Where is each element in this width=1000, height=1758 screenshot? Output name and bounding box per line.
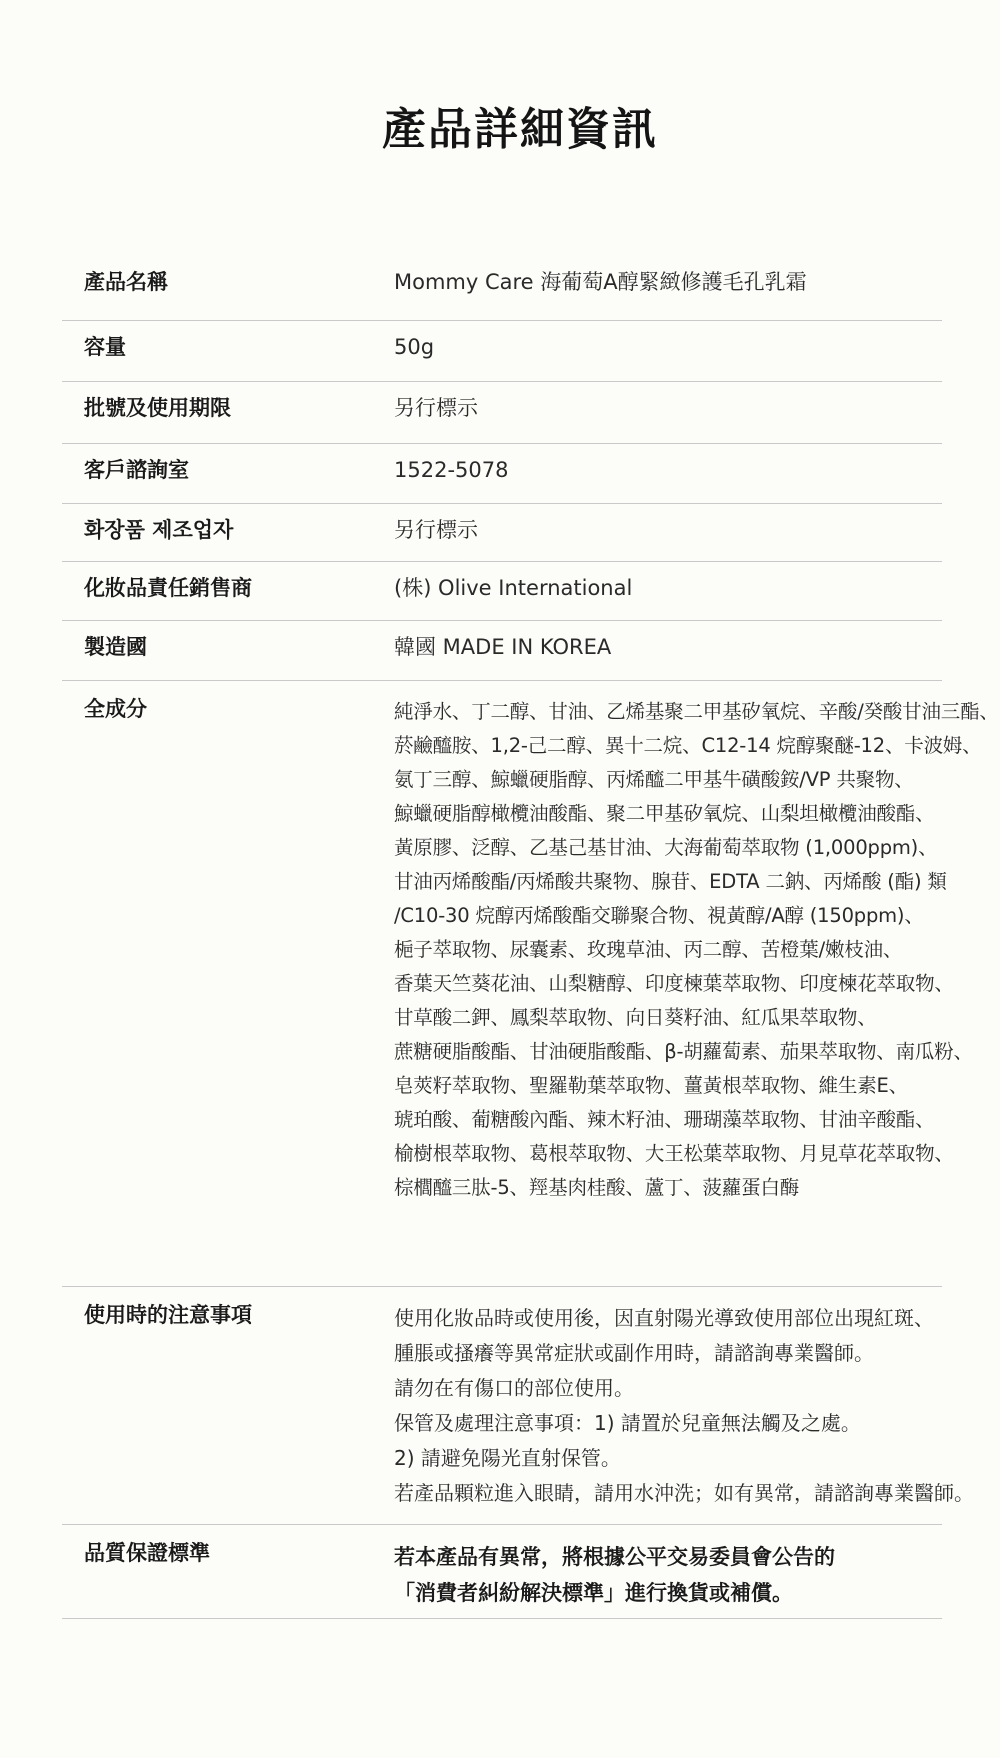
- row-volume: [62, 321, 942, 382]
- customer-service-label: 客戶諮詢室: [84, 458, 189, 482]
- caution-line: 若產品顆粒進入眼睛，請用水沖洗；如有異常，請諮詢專業醫師。: [394, 1481, 974, 1505]
- quality-guarantee-label: 品質保證標準: [84, 1541, 210, 1565]
- row-ingredients: [62, 681, 999, 1287]
- ingredients-line: 蔗糖硬脂酸酯、甘油硬脂酸酯、β-胡蘿蔔素、茄果萃取物、南瓜粉、: [394, 1040, 973, 1063]
- ingredients-line: 菸鹼醯胺、1,2-己二醇、異十二烷、C12-14 烷醇聚醚-12、卡波姆、: [394, 734, 982, 757]
- customer-service-value: 1522-5078: [394, 458, 509, 482]
- ingredients-line: 琥珀酸、葡糖酸內酯、辣木籽油、珊瑚藻萃取物、甘油辛酸酯、: [394, 1108, 935, 1131]
- quality-line: 「消費者糾紛解決標準」進行換貨或補償。: [394, 1581, 793, 1605]
- responsible-seller-value: (株) Olive International: [394, 576, 633, 600]
- country-of-origin-label: 製造國: [84, 635, 147, 659]
- quality-guarantee-value: [394, 1539, 974, 1611]
- ingredients-value: [394, 695, 999, 1205]
- ingredients-line: 純淨水、丁二醇、甘油、乙烯基聚二甲基矽氧烷、辛酸/癸酸甘油三酯、: [394, 700, 999, 723]
- caution-line: 保管及處理注意事項：1) 請置於兒童無法觸及之處。: [394, 1411, 861, 1435]
- ingredients-line: 黃原膠、泛醇、乙基己基甘油、大海葡萄萃取物 (1,000ppm)、: [394, 836, 938, 859]
- row-customer-service: [62, 444, 942, 504]
- page-title: 產品詳細資訊: [382, 104, 658, 155]
- row-product-name: [62, 254, 942, 321]
- ingredients-line: 棕櫚醯三肽-5、羥基肉桂酸、蘆丁、菠蘿蛋白酶: [394, 1176, 800, 1199]
- manufacturer-label: 화장품 제조업자: [84, 518, 234, 542]
- caution-line: 腫脹或搔癢等異常症狀或副作用時，請諮詢專業醫師。: [394, 1341, 874, 1365]
- ingredients-label: 全成分: [84, 697, 147, 721]
- responsible-seller-label: 化妝品責任銷售商: [84, 576, 252, 600]
- row-quality-guarantee: [62, 1525, 942, 1619]
- ingredients-line: 榆樹根萃取物、葛根萃取物、大王松葉萃取物、月見草花萃取物、: [394, 1142, 954, 1165]
- row-lot-expiry: [62, 382, 942, 444]
- ingredients-line: 香葉天竺葵花油、山梨糖醇、印度楝葉萃取物、印度楝花萃取物、: [394, 972, 954, 995]
- lot-expiry-label: 批號及使用期限: [84, 396, 231, 420]
- ingredients-line: 皂莢籽萃取物、聖羅勒葉萃取物、薑黃根萃取物、維生素E、: [394, 1074, 908, 1097]
- ingredients-line: 鯨蠟硬脂醇橄欖油酸酯、聚二甲基矽氧烷、山梨坦橄欖油酸酯、: [394, 802, 935, 825]
- row-responsible-seller: [62, 562, 942, 621]
- product-name-value: Mommy Care 海葡萄A醇緊緻修護毛孔乳霜: [394, 270, 807, 294]
- row-manufacturer: [62, 504, 942, 562]
- ingredients-line: 甘油丙烯酸酯/丙烯酸共聚物、腺苷、EDTA 二鈉、丙烯酸 (酯) 類: [394, 870, 947, 893]
- caution-line: 2) 請避免陽光直射保管。: [394, 1446, 621, 1470]
- product-detail-table: [62, 254, 999, 1619]
- ingredients-line: /C10-30 烷醇丙烯酸酯交聯聚合物、視黃醇/A醇 (150ppm)、: [394, 904, 924, 927]
- usage-caution-value: [394, 1301, 974, 1511]
- product-name-label: 產品名稱: [84, 270, 168, 294]
- caution-line: 請勿在有傷口的部位使用。: [394, 1376, 634, 1400]
- ingredients-line: 氨丁三醇、鯨蠟硬脂醇、丙烯醯二甲基牛磺酸銨/VP 共聚物、: [394, 768, 914, 791]
- row-usage-caution: [62, 1287, 974, 1525]
- manufacturer-value: 另行標示: [394, 518, 478, 542]
- volume-value: 50g: [394, 335, 435, 359]
- country-of-origin-value: 韓國 MADE IN KOREA: [394, 635, 612, 659]
- row-country-of-origin: [62, 621, 942, 681]
- volume-label: 容量: [84, 335, 126, 359]
- ingredients-line: 梔子萃取物、尿囊素、玫瑰草油、丙二醇、苦橙葉/嫩枝油、: [394, 938, 903, 961]
- ingredients-line: 甘草酸二鉀、鳳梨萃取物、向日葵籽油、紅瓜果萃取物、: [394, 1006, 877, 1029]
- quality-line: 若本產品有異常，將根據公平交易委員會公告的: [394, 1545, 835, 1569]
- caution-line: 使用化妝品時或使用後，因直射陽光導致使用部位出現紅斑、: [394, 1306, 934, 1330]
- lot-expiry-value: 另行標示: [394, 396, 478, 420]
- usage-caution-label: 使用時的注意事項: [84, 1303, 252, 1327]
